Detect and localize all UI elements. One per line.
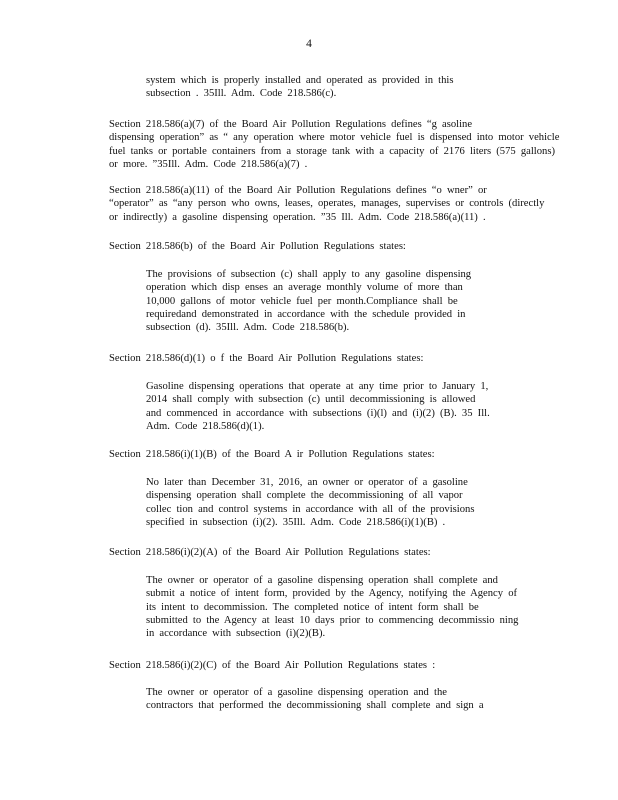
paragraph bbox=[75, 184, 543, 224]
text-line: contractors that performed the decommissioning shall complete and sign a bbox=[146, 700, 484, 712]
text-line: “operator” as “any person who owns, leases, operates, manages, supervises or controls (directly bbox=[109, 198, 545, 210]
text-line: system which is properly installed and operated as provided in this bbox=[146, 75, 454, 86]
text-line: Section 218.586(i)(2)(C) of the Board Air Pollution Regulations states : bbox=[109, 660, 436, 671]
text-line: in accordance with subsection (i)(2)(B). bbox=[146, 628, 326, 640]
section-heading bbox=[109, 659, 549, 672]
text-line: specified in subsection (i)(2). 35Ill. Adm. Code 218.586(i)(1)(B) . bbox=[146, 516, 446, 528]
text-line: 2014 shall comply with subsection (c) until decommissioning is allowed bbox=[146, 394, 476, 406]
text-line: operation which disp enses an average monthly volume of more than bbox=[146, 282, 463, 294]
text-line: collec tion and control systems in accordance with all of the provisions bbox=[146, 503, 475, 515]
text-line: 10,000 gallons of motor vehicle fuel per month.Compliance shall be bbox=[146, 295, 458, 307]
text-line: The provisions of subsection (c) shall apply to any gasoline dispensing bbox=[146, 269, 472, 280]
text-line: Section 218.586(d)(1) o f the Board Air Pollution Regulations states: bbox=[109, 353, 424, 364]
text-line: Section 218.586(a)(7) of the Board Air Pollution Regulations defines “g asoline bbox=[109, 119, 473, 130]
text-line: submitted to the Agency at least 10 days prior to commencing decommissio ning bbox=[146, 614, 519, 626]
text-line: Section 218.586(i)(2)(A) of the Board Air Pollution Regulations states: bbox=[109, 547, 431, 558]
block-quote bbox=[146, 74, 498, 101]
text-line: or more. ”35Ill. Adm. Code 218.586(a)(7) . bbox=[109, 158, 308, 170]
text-line: submit a notice of intent form, provided by the Agency, notifying the Agency of bbox=[146, 588, 518, 600]
text-line: Section 218.586(i)(1)(B) of the Board A ir Pollution Regulations states: bbox=[109, 449, 435, 460]
paragraph bbox=[75, 118, 560, 171]
block-quote bbox=[146, 686, 498, 713]
block-quote bbox=[146, 268, 498, 334]
text-line: Adm. Code 218.586(d)(1). bbox=[146, 420, 265, 432]
text-line: Section 218.586(b) of the Board Air Pollution Regulations states: bbox=[109, 241, 406, 252]
section-heading bbox=[109, 240, 549, 253]
text-line: requiredand demonstrated in accordance with the schedule provided in bbox=[146, 308, 466, 320]
text-line: its intent to decommission. The completed notice of intent form shall be bbox=[146, 601, 479, 613]
block-quote bbox=[146, 476, 498, 529]
text-line: subsection (d). 35Ill. Adm. Code 218.586(b). bbox=[146, 322, 350, 334]
text-line: dispensing operation shall complete the decommissioning of all vapor bbox=[146, 490, 463, 502]
section-heading bbox=[109, 448, 549, 461]
text-line: or indirectly) a gasoline dispensing operation. ”35 Ill. Adm. Code 218.586(a)(11) . bbox=[109, 211, 486, 223]
page-number: 4 bbox=[306, 38, 312, 50]
text-line: dispensing operation” as “ any operation where motor vehicle fuel is dispensed into motor vehicle bbox=[109, 132, 560, 144]
section-heading bbox=[109, 352, 549, 365]
text-line: No later than December 31, 2016, an owner or operator of a gasoline bbox=[146, 477, 468, 488]
block-quote bbox=[146, 380, 498, 433]
text-line: The owner or operator of a gasoline dispensing operation and the bbox=[146, 687, 447, 698]
text-line: Section 218.586(a)(11) of the Board Air Pollution Regulations defines “o wner” or bbox=[109, 185, 487, 196]
section-heading bbox=[109, 546, 549, 559]
text-line: Gasoline dispensing operations that operate at any time prior to January 1, bbox=[146, 381, 489, 392]
text-line: The owner or operator of a gasoline dispensing operation shall complete and bbox=[146, 575, 498, 586]
text-line: and commenced in accordance with subsections (i)(l) and (i)(2) (B). 35 Ill. bbox=[146, 407, 490, 419]
text-line: fuel tanks or portable containers from a storage tank with a capacity of 2176 liters (575 gallons) bbox=[109, 145, 555, 157]
text-line: subsection . 35Ill. Adm. Code 218.586(c). bbox=[146, 88, 337, 100]
block-quote bbox=[146, 574, 519, 640]
